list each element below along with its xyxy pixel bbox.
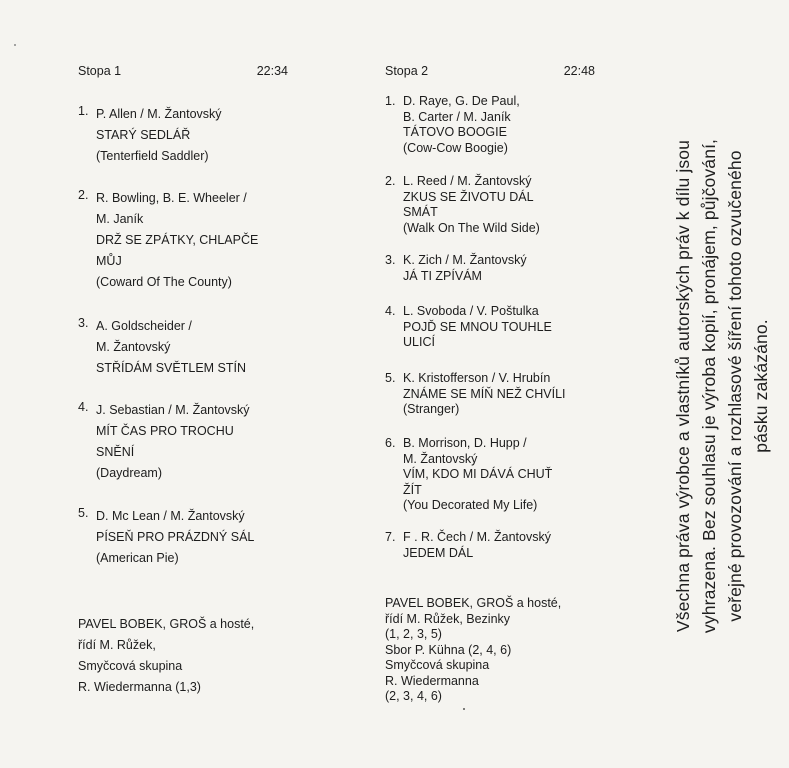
track-authors: L. Svoboda / V. Poštulka xyxy=(403,304,539,318)
side-1-credits xyxy=(78,614,254,698)
track-original-title: (Walk On The Wild Side) xyxy=(403,220,540,235)
print-dot xyxy=(463,708,465,710)
credits-line: řídí M. Růžek, xyxy=(78,638,156,652)
track-authors-cont: M. Janík xyxy=(96,212,144,226)
track-original-title: (Coward Of The County) xyxy=(96,275,232,289)
track-authors: B. Morrison, D. Hupp / xyxy=(403,436,527,450)
side-2-track-3 xyxy=(385,253,595,284)
side-1-track-2 xyxy=(78,188,288,293)
side-2-duration: 22:48 xyxy=(563,64,595,78)
track-number: 7. xyxy=(385,530,396,544)
track-authors: K. Zich / M. Žantovský xyxy=(403,253,527,267)
track-authors: J. Sebastian / M. Žantovský xyxy=(96,403,250,417)
track-title: POJĎ SE MNOU TOUHLE xyxy=(403,319,552,334)
track-title-cont: MŮJ xyxy=(96,254,122,268)
side-2-track-4 xyxy=(385,304,595,351)
track-original-title: (Cow-Cow Boogie) xyxy=(403,140,508,155)
track-title: JEDEM DÁL xyxy=(403,545,474,560)
track-authors: F . R. Čech / M. Žantovský xyxy=(403,530,551,544)
track-number: 2. xyxy=(78,188,89,202)
credits-line: PAVEL BOBEK, GROŠ a hosté, xyxy=(385,596,562,610)
credits-line: PAVEL BOBEK, GROŠ a hosté, xyxy=(78,617,255,631)
track-authors: L. Reed / M. Žantovský xyxy=(403,174,532,188)
track-authors: R. Bowling, B. E. Wheeler / xyxy=(96,191,247,205)
credits-line: R. Wiedermanna (1,3) xyxy=(78,680,201,694)
track-title-cont: ŽÍT xyxy=(403,482,422,497)
track-authors-cont: M. Žantovský xyxy=(403,451,478,466)
rights-notice-line: Všechna práva výrobce a vlastníků autorských práv k dílu jsou xyxy=(673,139,693,633)
side-2-track-5 xyxy=(385,371,595,418)
track-authors: D. Raye, G. De Paul, xyxy=(403,94,520,108)
track-title-cont: SMÁT xyxy=(403,205,438,219)
side-2-column xyxy=(385,64,595,703)
track-original-title: (Tenterfield Saddler) xyxy=(96,149,209,163)
track-original-title: (You Decorated My Life) xyxy=(403,498,538,512)
track-number: 2. xyxy=(385,174,396,188)
rights-notice-line: pásku zakázáno. xyxy=(751,319,771,453)
credits-line: Sbor P. Kühna (2, 4, 6) xyxy=(385,642,512,657)
rights-notice xyxy=(670,62,775,710)
side-2-track-6 xyxy=(385,436,595,514)
track-title: VÍM, KDO MI DÁVÁ CHUŤ xyxy=(403,467,553,481)
track-authors: D. Mc Lean / M. Žantovský xyxy=(96,509,245,523)
side-2-track-2 xyxy=(385,174,595,236)
credits-line: Smyčcová skupina xyxy=(78,659,183,673)
track-title: JÁ TI ZPÍVÁM xyxy=(403,268,482,283)
track-title-cont: ULICÍ xyxy=(403,335,435,349)
track-number: 3. xyxy=(385,253,396,267)
track-title: PÍSEŇ PRO PRÁZDNÝ SÁL xyxy=(96,530,255,544)
side-1-title: Stopa 1 xyxy=(78,64,122,78)
track-number: 5. xyxy=(78,506,89,520)
track-title: ZNÁME SE MÍŇ NEŽ CHVÍLI xyxy=(403,386,566,401)
credits-line: řídí M. Růžek, Bezinky xyxy=(385,611,511,626)
credits-line: (2, 3, 4, 6) xyxy=(385,689,442,703)
track-number: 1. xyxy=(385,94,396,108)
track-number: 4. xyxy=(78,400,89,414)
track-authors-cont: B. Carter / M. Janík xyxy=(403,109,511,124)
credits-line: R. Wiedermanna xyxy=(385,673,479,688)
track-title-cont: SNĚNÍ xyxy=(96,445,135,459)
side-1-column xyxy=(78,64,288,694)
track-title: TÁTOVO BOOGIE xyxy=(403,125,507,139)
side-1-track-1 xyxy=(78,104,288,167)
side-2-credits xyxy=(385,596,561,705)
track-title: STŘÍDÁM SVĚTLEM STÍN xyxy=(96,361,247,375)
side-2-header xyxy=(385,64,595,84)
track-number: 6. xyxy=(385,436,396,450)
rights-notice-wrap xyxy=(670,62,775,710)
side-1-header xyxy=(78,64,288,84)
track-title: STARÝ SEDLÁŘ xyxy=(96,128,191,142)
side-1-duration: 22:34 xyxy=(256,64,288,78)
rights-notice-line: veřejné provozování a rozhlasové šíření tohoto ozvučeného xyxy=(725,150,745,622)
rights-notice-line: vyhrazena. Bez souhlasu je výroba kopií, pronájem, půjčování, xyxy=(699,138,719,634)
track-number: 3. xyxy=(78,316,89,330)
track-original-title: (Daydream) xyxy=(96,466,162,480)
side-1-track-5 xyxy=(78,506,288,569)
track-authors: P. Allen / M. Žantovský xyxy=(96,107,222,121)
credits-line: (1, 2, 3, 5) xyxy=(385,627,442,641)
track-authors: A. Goldscheider / xyxy=(96,319,192,333)
track-number: 5. xyxy=(385,371,396,385)
track-title: MÍT ČAS PRO TROCHU xyxy=(96,424,234,438)
side-2-track-7 xyxy=(385,530,595,561)
side-2-title: Stopa 2 xyxy=(385,64,429,78)
track-number: 1. xyxy=(78,104,89,118)
side-1-track-3 xyxy=(78,316,288,379)
credits-line: Smyčcová skupina xyxy=(385,658,490,672)
track-authors-cont: M. Žantovský xyxy=(96,340,171,354)
side-1-track-4 xyxy=(78,400,288,484)
track-authors: K. Kristofferson / V. Hrubín xyxy=(403,371,551,385)
track-number: 4. xyxy=(385,304,396,318)
track-title: DRŽ SE ZPÁTKY, CHLAPČE xyxy=(96,233,259,247)
paper-speck xyxy=(14,44,16,46)
track-original-title: (Stranger) xyxy=(403,402,460,416)
track-title: ZKUS SE ŽIVOTU DÁL xyxy=(403,189,534,204)
track-original-title: (American Pie) xyxy=(96,551,179,565)
side-2-track-1 xyxy=(385,94,595,156)
